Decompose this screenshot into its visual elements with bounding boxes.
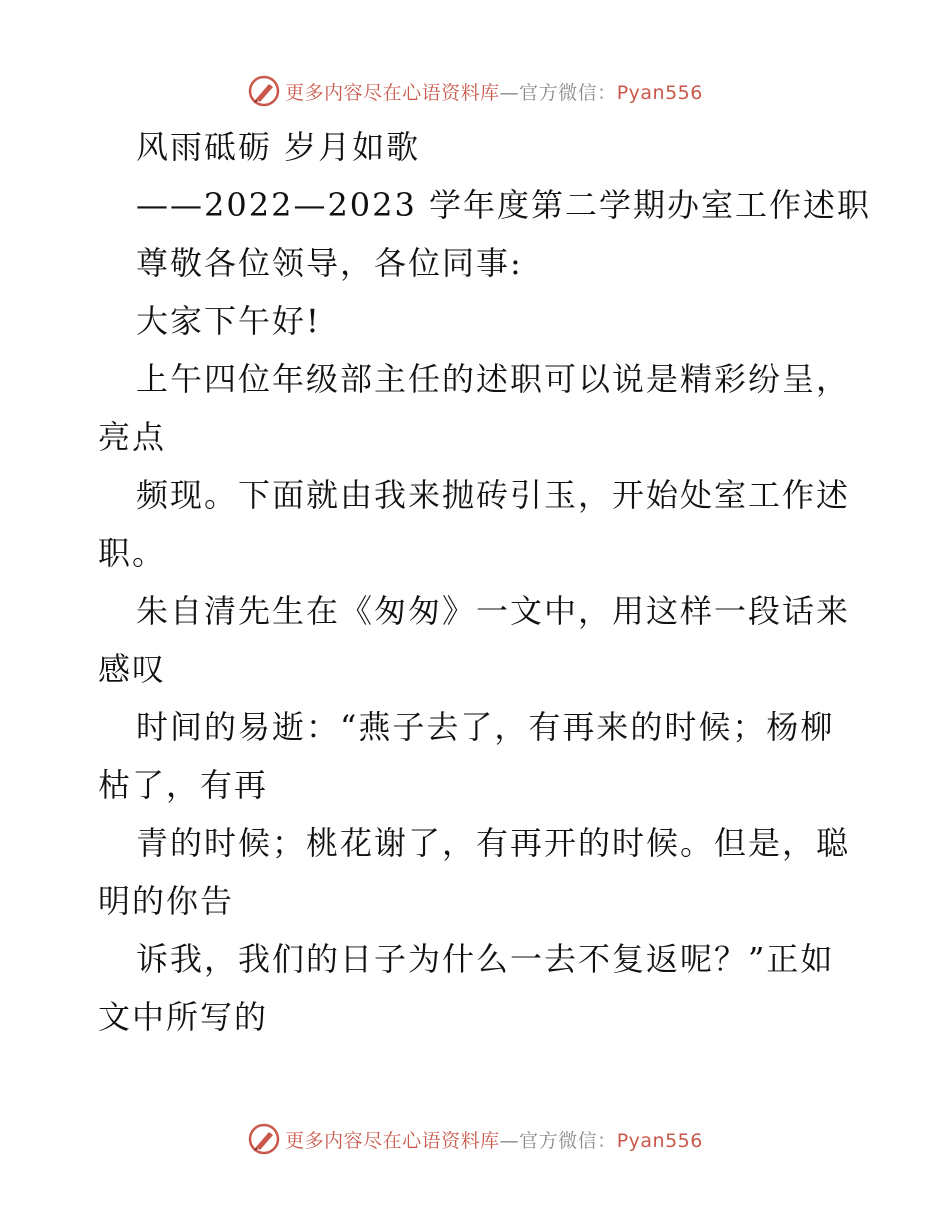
watermark-id: Pyan556 [616,81,703,104]
footer-watermark [0,1119,950,1159]
paragraph-line: 职。 [98,534,167,572]
document-subtitle: ——2022—2023 学年度第二学期办室工作述职 [136,186,872,224]
paragraph-line: 明的你告 [98,882,235,920]
salutation-line: 尊敬各位领导，各位同事: [136,244,523,282]
paragraph-line: 时间的易逝：“燕子去了，有再来的时候；杨柳 [136,708,835,746]
watermark-id: Pyan556 [616,1129,703,1152]
watermark-label: 官方微信： [519,1129,617,1152]
paragraph-line: 频现。下面就由我来抛砖引玉，开始处室工作述 [136,476,851,514]
watermark-separator: — [499,1129,520,1152]
paragraph-line: 亮点 [98,418,167,456]
greeting-line: 大家下午好! [136,302,321,340]
paragraph-line: 朱自清先生在《匆匆》一文中，用这样一段话来 [136,592,851,630]
paragraph-line: 诉我，我们的日子为什么一去不复返呢？”正如 [136,940,835,978]
watermark-separator: — [499,81,520,104]
document-title: 风雨砥砺 岁月如歌 [136,128,421,166]
document-body [98,118,872,1046]
paragraph-line: 上午四位年级部主任的述职可以说是精彩纷呈， [136,360,851,398]
header-watermark [0,71,950,111]
watermark-label: 官方微信： [519,81,617,104]
paragraph-line: 感叹 [98,650,167,688]
watermark-main-text: 更多内容尽在心语资料库 [285,1129,500,1152]
pen-logo-icon [247,74,281,108]
paragraph-line: 文中所写的 [98,998,269,1036]
watermark-main-text: 更多内容尽在心语资料库 [285,81,500,104]
paragraph-line: 青的时候；桃花谢了，有再开的时候。但是，聪 [136,824,851,862]
pen-logo-icon [247,1122,281,1156]
paragraph-line: 枯了，有再 [98,766,269,804]
